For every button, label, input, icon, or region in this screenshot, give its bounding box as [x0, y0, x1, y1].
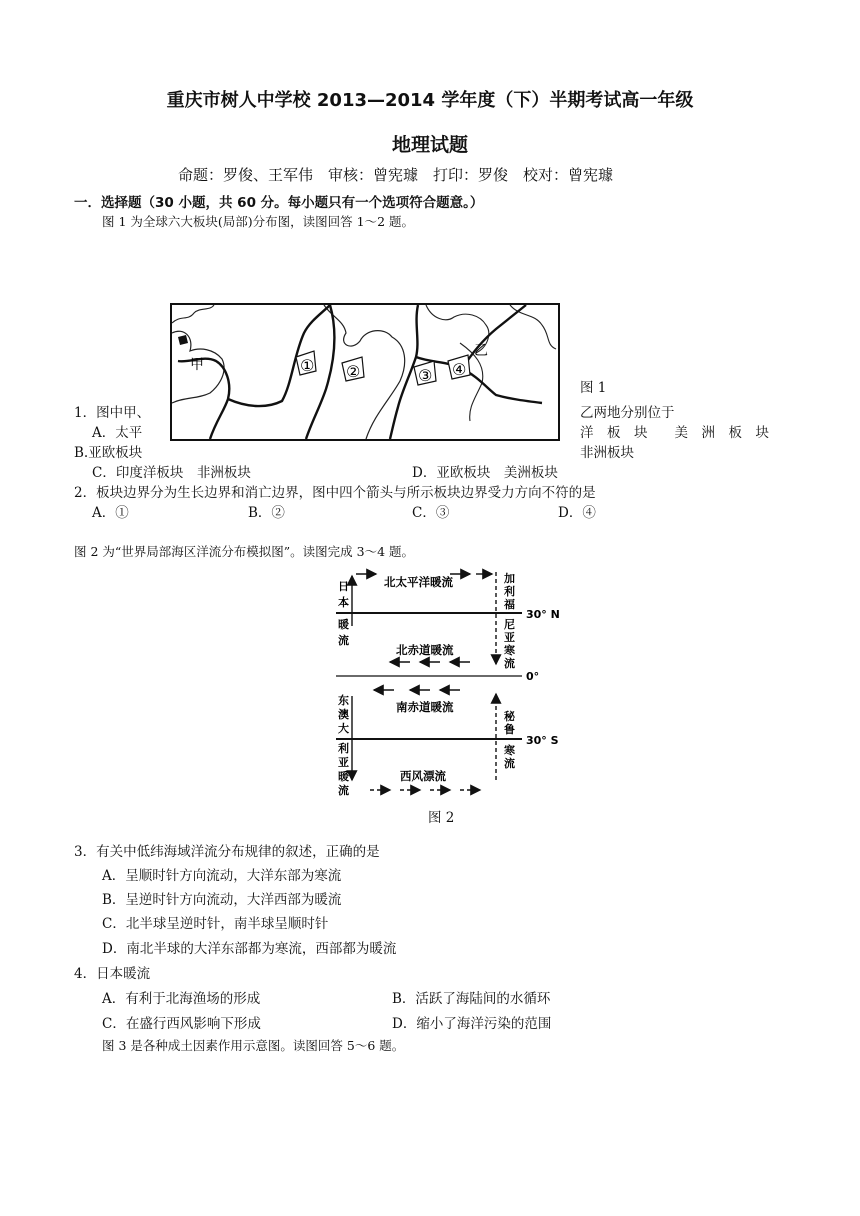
east-australia-char-1: 东 [338, 694, 349, 707]
ocean-currents-figure [330, 566, 570, 796]
q4-option-d: D．缩小了海洋污染的范围 [392, 1016, 552, 1032]
east-australia-char-7: 流 [338, 784, 349, 796]
california-char-5: 亚 [504, 631, 515, 644]
california-char-1: 加 [504, 572, 515, 585]
japan-char-4: 流 [338, 634, 349, 647]
east-australia-char-4: 利 [338, 742, 349, 755]
q2-option-b: B．② [248, 505, 285, 521]
q4-option-c: C．在盛行西风影响下形成 [102, 1016, 261, 1032]
q1-option-d: D．亚欧板块 美洲板块 [412, 465, 558, 481]
plate-map-figure [170, 303, 560, 441]
exam-title: 重庆市树人中学校 2013—2014 学年度（下）半期考试高一年级 [166, 90, 694, 111]
q1-stem-left: 1．图中甲、 [74, 405, 151, 421]
section-heading: 一．选择题（30 小题，共 60 分。每小题只有一个选项符合题意。） [74, 195, 484, 211]
q1-option-c: C．印度洋板块 非洲板块 [92, 465, 251, 481]
q1-option-b-right: 非洲板块 [580, 445, 634, 461]
q1-option-a-right: 洋 板 块 美 洲 板 块 [580, 425, 769, 441]
east-australia-char-2: 澳 [338, 708, 349, 721]
label-west-wind-drift: 西风漂流 [400, 769, 446, 783]
peru-char-1: 秘 [504, 710, 515, 723]
japan-char-1: 日 [338, 580, 349, 593]
label-plate-4: ④ [452, 360, 467, 379]
subject-title: 地理试题 [391, 134, 468, 156]
label-south-equatorial: 南赤道暖流 [396, 700, 454, 714]
q2-option-a: A．① [92, 505, 129, 521]
q3-stem: 3．有关中低纬海域洋流分布规律的叙述，正确的是 [74, 844, 380, 860]
q4-option-a: A．有利于北海渔场的形成 [102, 991, 261, 1007]
california-char-7: 流 [504, 657, 515, 670]
q3-option-a: A．呈顺时针方向流动，大洋东部为寒流 [102, 868, 342, 884]
label-30n: 30° N [526, 608, 560, 621]
japan-char-2: 本 [338, 596, 349, 609]
label-30s: 30° S [526, 734, 559, 747]
east-australia-char-3: 大 [338, 722, 349, 735]
label-plate-1: ① [300, 356, 315, 375]
california-char-3: 福 [504, 598, 515, 611]
figure3-intro: 图 3 是各种成土因素作用示意图。读图回答 5～6 题。 [102, 1038, 405, 1053]
figure2-intro: 图 2 为“世界局部海区洋流分布模拟图”。读图完成 3～4 题。 [74, 544, 415, 559]
california-char-2: 利 [504, 585, 515, 598]
q3-option-c: C．北半球呈逆时针，南半球呈顺时针 [102, 916, 329, 932]
peru-char-3: 寒 [504, 744, 515, 757]
q1-option-b-left: B.亚欧板块 [74, 445, 143, 461]
label-jia: 甲 [190, 357, 204, 373]
q2-option-c: C．③ [412, 505, 450, 521]
east-australia-char-6: 暖 [338, 770, 349, 783]
figure1-caption: 图 1 [580, 380, 607, 396]
label-plate-2: ② [346, 362, 361, 381]
california-char-4: 尼 [504, 618, 515, 631]
q2-option-d: D．④ [558, 505, 596, 521]
label-plate-3: ③ [418, 366, 433, 385]
japan-char-3: 暖 [338, 618, 349, 631]
q3-option-d: D．南北半球的大洋东部都为寒流，西部都为暖流 [102, 941, 397, 957]
figure2-caption: 图 2 [428, 810, 455, 826]
q1-stem-right: 乙两地分别位于 [580, 405, 675, 421]
credits-line: 命题：罗俊、王军伟 审核：曾宪璩 打印：罗俊 校对：曾宪璩 [178, 166, 614, 184]
figure1-intro: 图 1 为全球六大板块(局部)分布图，读图回答 1～2 题。 [102, 214, 415, 229]
q1-option-a-left: A．太平 [92, 425, 143, 441]
q2-stem: 2．板块边界分为生长边界和消亡边界，图中四个箭头与所示板块边界受力方向不符的是 [74, 485, 596, 501]
q4-option-b: B．活跃了海陆间的水循环 [392, 991, 551, 1007]
peru-char-4: 流 [504, 757, 515, 770]
label-north-equatorial: 北赤道暖流 [396, 643, 454, 657]
california-char-6: 寒 [504, 644, 515, 657]
label-equator: 0° [526, 670, 540, 683]
q4-stem: 4．日本暖流 [74, 966, 151, 982]
label-north-pacific: 北太平洋暖流 [384, 575, 453, 589]
label-yi: 乙 [474, 343, 488, 359]
east-australia-char-5: 亚 [338, 756, 349, 769]
q3-option-b: B．呈逆时针方向流动，大洋西部为暖流 [102, 892, 342, 908]
peru-char-2: 鲁 [504, 723, 515, 736]
